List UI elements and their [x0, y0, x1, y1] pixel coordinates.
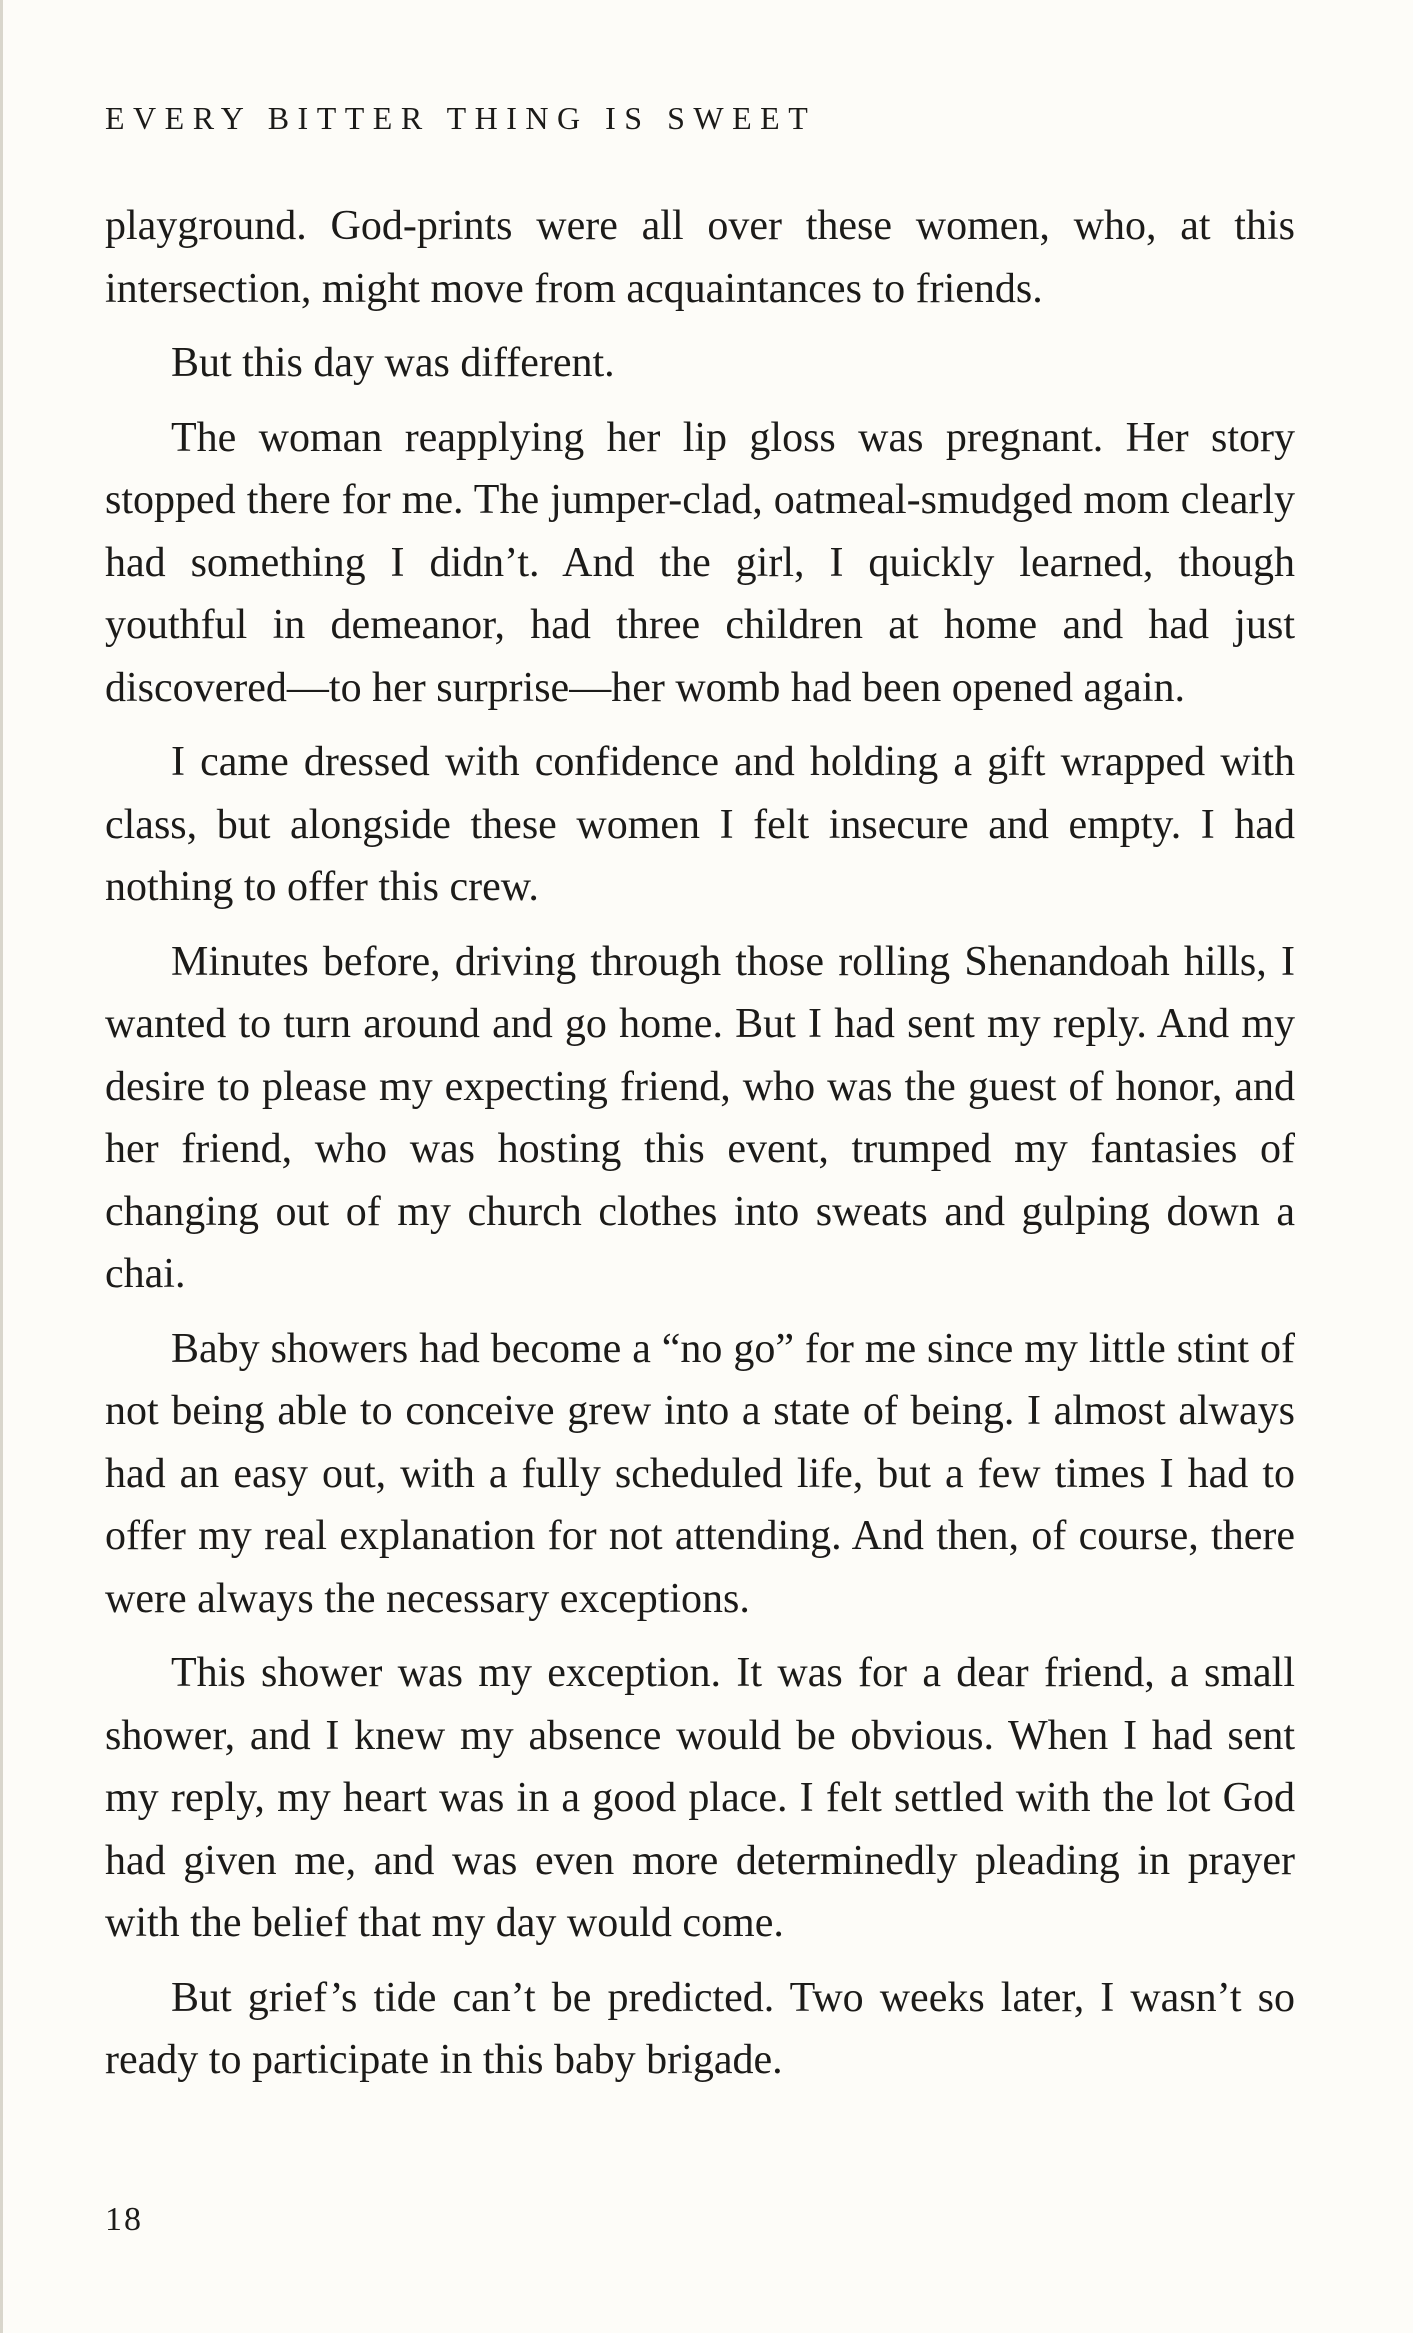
paragraph-4: I came dressed with confidence and holding a gift wrapped with class, but alongside these women I felt insecure and empty. I had nothing to offer this crew.: [105, 739, 1295, 910]
paragraph-8: But grief’s tide can’t be predicted. Two weeks later, I wasn’t so ready to participate in this baby brigade.: [105, 1974, 1295, 2083]
paragraph-1: playground. God-prints were all over these women, who, at this intersection, might move from acquaintances to friends.: [105, 203, 1295, 312]
page-edge-shadow: [0, 0, 3, 2333]
paragraph-5: Minutes before, driving through those rolling Shenandoah hills, I wanted to turn around and go home. But I had sent my reply. And my desire to please my expecting friend, who was the guest of honor, and her friend, who was hosting this event, trumped my fantasies of changing out of my church clothes into sweats and gulping down a chai.: [105, 938, 1295, 1297]
paragraph-2: But this day was different.: [171, 340, 615, 386]
body-text: [105, 195, 1295, 2104]
running-head: EVERY BITTER THING IS SWEET: [105, 100, 817, 136]
paragraph-6: Baby showers had become a “no go” for me since my little stint of not being able to conceive grew into a state of being. I almost always had an easy out, with a fully scheduled life, but a few times I had to offer my real explanation for not attending. And then, of course, there were always the necessary exceptions.: [105, 1325, 1295, 1622]
page-number: 18: [105, 2201, 143, 2238]
paragraph-7: This shower was my exception. It was for a dear friend, a small shower, and I knew my absence would be obvious. When I had sent my reply, my heart was in a good place. I felt settled with the lot God had given me, and was even more determinedly pleading in prayer with the belief that my day would come.: [105, 1650, 1295, 1946]
paragraph-3: The woman reapplying her lip gloss was pregnant. Her story stopped there for me. The jumper-clad, oatmeal-smudged mom clearly had something I didn’t. And the girl, I quickly learned, though youthful in demeanor, had three children at home and had just discovered—to her surprise—her womb had been opened again.: [105, 414, 1295, 711]
